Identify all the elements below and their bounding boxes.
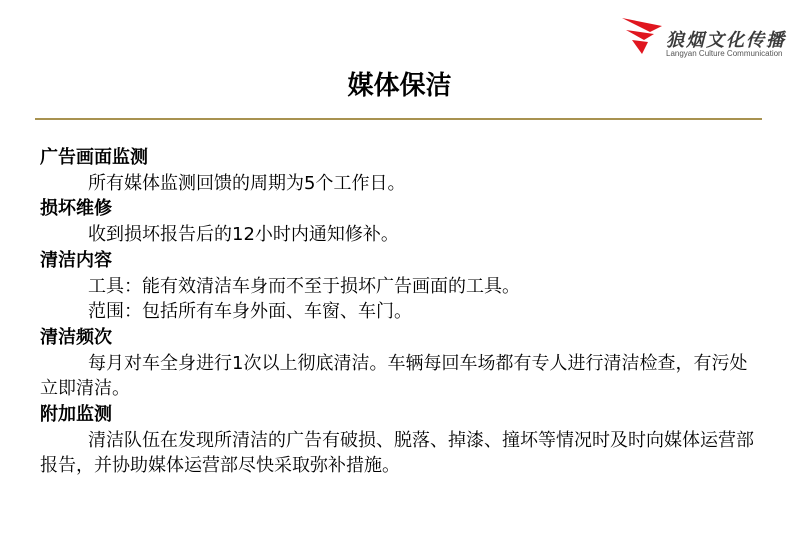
section-heading-cleaning-content: 清洁内容 — [40, 249, 112, 271]
section-paragraph: 工具：能有效清洁车身而不至于损坏广告画面的工具。 — [88, 275, 520, 297]
section-paragraph: 收到损坏报告后的12小时内通知修补。 — [88, 224, 399, 246]
section-heading-additional-monitoring: 附加监测 — [40, 404, 112, 426]
main-content — [40, 145, 765, 479]
title-divider — [35, 118, 762, 120]
section-paragraph: 范围：包括所有车身外面、车窗、车门。 — [88, 301, 412, 323]
section-paragraph: 清洁队伍在发现所清洁的广告有破损、脱落、掉漆、撞坏等情况时及时向媒体运营部报告，并协助媒体运营部尽快采取弥补措施。 — [40, 429, 754, 477]
page-title: 媒体保洁 — [347, 71, 452, 101]
section-heading-ad-monitoring: 广告画面监测 — [40, 147, 148, 168]
company-logo — [620, 12, 795, 68]
section-heading-damage-repair: 损坏维修 — [40, 198, 112, 220]
section-paragraph: 每月对车全身进行1次以上彻底清洁。车辆每回车场都有专人进行清洁检查，有污处立即清洁。 — [40, 352, 748, 400]
red-flag-logo-icon — [620, 12, 664, 56]
logo-brand-chinese: 狼烟文化传播 — [666, 30, 786, 51]
logo-brand-english: Langyan Culture Communication — [666, 49, 783, 58]
section-heading-cleaning-frequency: 清洁频次 — [40, 326, 112, 348]
section-paragraph: 所有媒体监测回馈的周期为5个工作日。 — [88, 172, 406, 194]
